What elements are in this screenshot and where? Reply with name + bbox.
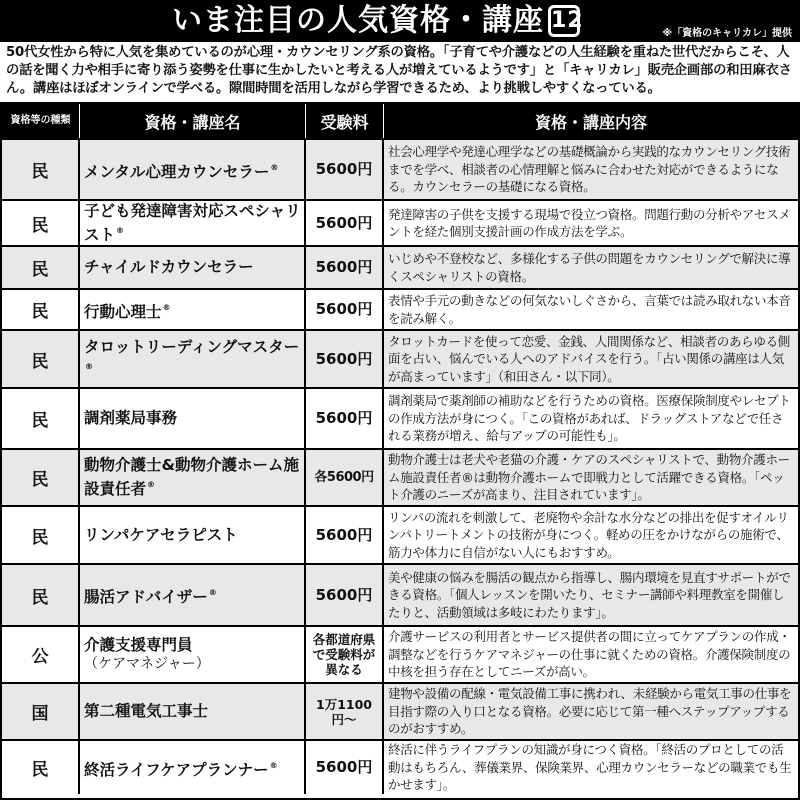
registered-mark: ® xyxy=(208,588,217,597)
qualification-name: 調剤薬局事務 xyxy=(84,409,178,427)
table-row xyxy=(2,505,798,563)
table-header xyxy=(2,104,798,138)
qualification-name: 子ども発達障害対応スペシャリスト xyxy=(84,201,301,244)
issue-number-badge: 12 xyxy=(548,5,580,37)
qualification-type: 民 xyxy=(2,389,80,448)
header-name: 資格・講座名 xyxy=(80,104,306,138)
registered-mark: ® xyxy=(85,361,93,371)
title-bar xyxy=(0,0,800,42)
qualification-description: 発達障害の子供を支援する現場で役立つ資格。問題行動の分析やアセスメントを経た個別支援計画の作成方法を学ぶ。 xyxy=(388,206,791,239)
qualification-name: タロットリーディングマスター xyxy=(84,337,300,356)
qualification-table xyxy=(0,102,800,800)
qualification-type: 公 xyxy=(2,627,80,682)
qualification-name: リンパケアセラピスト xyxy=(84,525,238,544)
table-body xyxy=(2,138,798,794)
qualification-name: 第二種電気工事士 xyxy=(84,702,209,720)
header-content: 資格・講座内容 xyxy=(534,112,647,132)
qualification-name: 終活ライフケアプランナー xyxy=(84,760,269,779)
registered-mark: ® xyxy=(147,480,156,489)
qualification-name-cell xyxy=(80,507,306,563)
qualification-name-cell xyxy=(80,565,306,625)
registered-mark: ® xyxy=(162,302,171,312)
qualification-name: チャイルドカウンセラー xyxy=(84,258,254,276)
exam-fee: 5600円 xyxy=(306,741,384,794)
qualification-type: 民 xyxy=(2,290,80,329)
table-row xyxy=(2,625,798,682)
qualification-name-cell xyxy=(80,389,306,448)
qualification-name: 介護支援専門員 xyxy=(84,635,193,654)
exam-fee: 1万1100円〜 xyxy=(306,684,384,739)
header-type: 資格等の種類 xyxy=(2,104,80,138)
page-title xyxy=(172,3,584,39)
qualification-description: タロットカードを使って恋愛、金銭、人間関係など、相談者のあらゆる側面を占い、悩んでいる人へのアドバイスを行う。「占い関係の講座は人気が高まっています」（和田さん・以下同）。 xyxy=(388,333,790,384)
qualification-name: 動物介護士&動物介護ホーム施設責任者 xyxy=(84,456,300,498)
qualification-name-cell xyxy=(80,140,306,199)
source-note: ※「資格のキャリカレ」提供 xyxy=(662,28,792,39)
qualification-name-cell xyxy=(80,684,306,739)
exam-fee: 5600円 xyxy=(306,565,384,625)
qualification-type: 民 xyxy=(2,331,80,387)
table-row xyxy=(2,387,798,448)
header-fee: 受験料 xyxy=(306,104,384,138)
table-row xyxy=(2,563,798,625)
qualification-description: 介護サービスの利用者とサービス提供者の間に立ってケアプランの作成・調整などを行うケアマネジャーの仕事に就くための資格。介護保険制度の中核を担う存在としてニーズが高い。 xyxy=(388,629,791,680)
qualification-type: 民 xyxy=(2,565,80,625)
qualification-name-sub: （ケアマネジャー） xyxy=(84,655,210,672)
table-row xyxy=(2,245,798,288)
qualification-name: 腸活アドバイザー xyxy=(84,588,208,606)
qualification-name-cell xyxy=(80,290,306,329)
exam-fee: 5600円 xyxy=(306,201,384,245)
exam-fee: 各都道府県で受験料が異なる xyxy=(306,627,384,682)
exam-fee: 各5600円 xyxy=(306,450,384,505)
qualification-name: 行動心理士 xyxy=(84,302,162,321)
qualification-description: 社会心理学や発達心理学などの基礎概論から実践的なカウンセリング技術までを学べ、相談者の心情理解と悩みに合わせた対応ができるようになる。カウンセラーの基礎になる資格。 xyxy=(388,144,791,195)
qualification-name: メンタル心理カウンセラー xyxy=(84,162,270,181)
intro-paragraph: 50代女性から特に人気を集めているのが心理・カウンセリング系の資格。「子育てや介護などの人生経験を重ねた世代だからこそ、人の話を聞く力や相手に寄り添う姿勢を仕事に生かしたいと考える人が増えているようです」と「キャリカレ」販売企画部の和田麻衣さん。講座はほぼオンラインで学べる。隙間時間を活用しながら学習できるため、より挑戦しやすくなっている。 xyxy=(6,45,792,96)
exam-fee: 5600円 xyxy=(306,290,384,329)
table-row xyxy=(2,739,798,794)
table-row xyxy=(2,199,798,245)
qualification-type: 国 xyxy=(2,684,80,739)
table-row xyxy=(2,682,798,739)
qualification-name-cell xyxy=(80,247,306,288)
qualification-description: 表情や手元の動きなどの何気ないしぐさから、言葉では読み取れない本音を読み解く。 xyxy=(388,293,791,326)
qualification-description: リンパの流れを刺激して、老廃物や余計な水分などの排出を促すオイルリンパトリートメントの技術が身につく。軽めの圧をかけながらの施術で、筋力や体力に自信がない人にもおすすめ。 xyxy=(388,509,789,560)
exam-fee: 5600円 xyxy=(306,389,384,448)
qualification-description: 終活に伴うライフプランの知識が身につく資格。「終活のプロとしての活動はもちろん、葬儀業界、保険業界、心理カウンセラーなどの職業でも生かせます」。 xyxy=(388,742,792,793)
qualification-type: 民 xyxy=(2,201,80,245)
title-label: いま注目の人気資格・講座 xyxy=(172,3,544,38)
qualification-name-cell xyxy=(80,450,306,505)
qualification-description: 調剤薬局で薬剤師の補助などを行うための資格。医療保険制度やレセプトの作成方法が身につく。「この資格があれば、ドラッグストアなどで任される業務が増え、給与アップの可能性も」。 xyxy=(388,393,791,444)
registered-mark: ® xyxy=(116,225,125,235)
exam-fee: 5600円 xyxy=(306,140,384,199)
qualification-name-cell xyxy=(80,201,306,245)
qualification-type: 民 xyxy=(2,247,80,288)
qualification-type: 民 xyxy=(2,507,80,563)
qualification-description: いじめや不登校など、多様化する子供の問題をカウンセリングで解決に導くスペシャリストの資格。 xyxy=(388,251,791,284)
qualification-type: 民 xyxy=(2,140,80,199)
registered-mark: ® xyxy=(270,162,279,172)
exam-fee: 5600円 xyxy=(306,331,384,387)
qualification-type: 民 xyxy=(2,741,80,794)
qualification-description: 建物や設備の配線・電気設備工事に携われ、未経験から電気工事の仕事を目指す際の入り口となる資格。必要に応じて第一種へステップアップするのがおすすめ。 xyxy=(388,686,792,737)
table-row xyxy=(2,448,798,505)
table-row xyxy=(2,288,798,329)
qualification-description: 動物介護士は老犬や老猫の介護・ケアのスペシャリストで、動物介護ホーム施設責任者®は動物介護ホームで即戦力として活躍できる資格。「ペット介護のニーズが高まり、注目されています」。 xyxy=(388,452,790,503)
qualification-name-cell xyxy=(80,627,306,682)
exam-fee: 5600円 xyxy=(306,507,384,563)
table-row xyxy=(2,138,798,199)
qualification-name-cell xyxy=(80,741,306,794)
qualification-description: 美や健康の悩みを腸活の観点から指導し、腸内環境を見直すサポートができる資格。「個人レッスンを開いたり、セミナー講師や料理教室を開催したりと、活動領域は多岐にわたります」。 xyxy=(388,569,791,620)
table-row xyxy=(2,329,798,387)
registered-mark: ® xyxy=(269,760,278,770)
qualification-type: 民 xyxy=(2,450,80,505)
exam-fee: 5600円 xyxy=(306,247,384,288)
qualification-name-cell xyxy=(80,331,306,387)
